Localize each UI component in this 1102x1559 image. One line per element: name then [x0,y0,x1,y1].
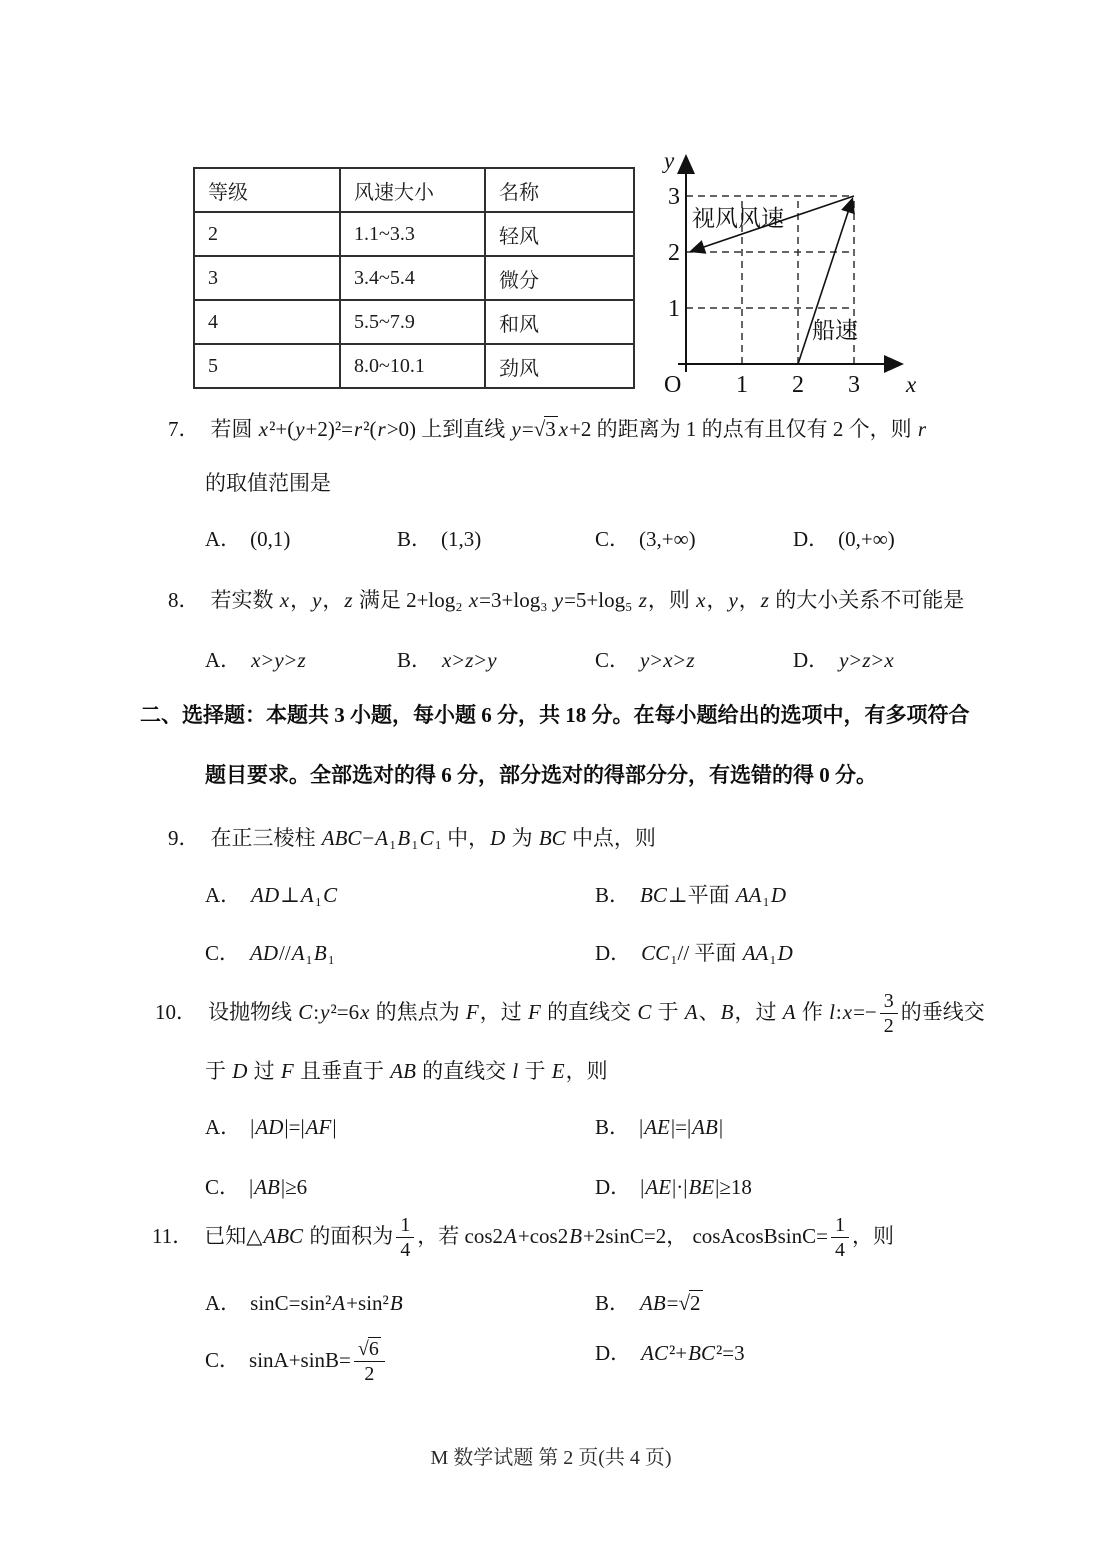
option-text: sinA+sinB= $\frac{√6}{2}$ [249,1348,388,1372]
option-text: (0,+∞) [838,527,895,551]
option-label: A． [205,527,242,551]
section-2-header-line-1 [140,700,970,730]
question-text: 的取值范围是 [205,471,331,495]
origin-label: O [664,372,682,398]
question-11-options-row-1 [205,1288,1035,1332]
option-text: |AE|=|AB| [639,1115,724,1139]
table-cell: 5.5~7.9 [340,300,485,344]
table-cell: 1.1~3.3 [340,212,485,256]
option-label: C． [595,527,631,551]
section-header-text: 题目要求。全部选对的得 6 分，部分选对的得部分分，有选错的得 0 分。 [205,763,877,787]
option-label: B． [397,648,433,672]
table-row [194,168,634,212]
option-text: y>x>z [640,648,695,672]
option-text: |AE|·|BE|≥18 [640,1175,752,1199]
option-text: AC²+BC²=3 [641,1341,745,1365]
option-text: BC⊥平面 AA₁D [640,883,787,907]
question-10-options-row-2 [205,1172,1035,1216]
question-9-options-row-2 [205,938,1035,982]
question-number: 9． [168,826,200,850]
option-label: A． [205,648,242,672]
option-text: x>y>z [251,648,306,672]
question-text: 若圆 x²+(y+2)²=r²(r>0) 上到直线 y=√3 x+2 的距离为 1 的点有且仅有 2 个，则 r [210,417,927,441]
option-label: A． [205,1291,242,1315]
question-number: 10． [155,999,197,1024]
section-header-text: 二、选择题：本题共 3 小题，每小题 6 分，共 18 分。在每小题给出的选项中，有多项符合 [140,703,970,727]
y-axis-label: y [664,148,675,173]
x-tick-3: 3 [848,372,860,398]
table-cell: 和风 [485,300,634,344]
option-label: D． [595,1341,632,1365]
question-text: 若实数 x，y，z 满足 2+log₂ x=3+log₃ y=5+log₅ z，则 x，y，z 的大小关系不可能是 [210,588,965,612]
x-tick-2: 2 [792,372,804,398]
table-cell: 3 [194,256,340,300]
table-row [194,300,634,344]
question-text: 已知△ABC 的面积为 $\frac{1}{4}$ ，若 cos2A+cos2B+2sinC=2， cosAcosBsinC= $\frac{1}{4}$ ，则 [204,1214,894,1262]
question-7-options [205,524,1035,568]
question-8-line-1 [168,585,998,615]
option-text: |AD|=|AF| [250,1115,337,1139]
table-row [194,212,634,256]
question-9-line-1 [168,823,998,853]
option-text: x>z>y [442,648,497,672]
table-row [194,256,634,300]
table-cell: 8.0~10.1 [340,344,485,388]
wind-vector-diagram [648,140,922,406]
table-cell: 3.4~5.4 [340,256,485,300]
option-label: D． [793,648,830,672]
option-text: CC₁// 平面 AA₁D [641,941,793,965]
question-number: 11． [152,1223,194,1248]
y-tick-2: 2 [668,240,680,266]
y-tick-1: 1 [668,296,680,322]
option-label: B． [595,883,631,907]
option-text: sinC=sin²A+sin²B [250,1291,403,1315]
option-b [595,880,787,910]
table-cell: 2 [194,212,340,256]
apparent-wind-label: 视风风速 [692,206,784,231]
option-c [595,524,696,554]
x-tick-1: 1 [736,372,748,398]
option-label: A． [205,1115,242,1139]
option-text: AD⊥A₁C [251,883,338,907]
table-header-cell: 等级 [194,168,340,212]
option-text: (0,1) [250,527,291,551]
option-c [595,645,696,675]
wind-speed-table [193,167,635,389]
question-10-line-2 [205,1056,1035,1086]
option-label: C． [205,1347,241,1372]
x-axis-label: x [906,372,917,397]
option-a [205,1112,337,1142]
option-label: D． [793,527,830,551]
table-cell: 5 [194,344,340,388]
option-d [793,524,895,554]
option-d [595,938,794,968]
ship-speed-label: 船速 [812,318,858,343]
option-d [595,1172,752,1202]
option-text: AD//A₁B₁ [250,941,335,965]
table-header-cell: 名称 [485,168,634,212]
y-tick-3: 3 [668,184,680,210]
table-cell: 轻风 [485,212,634,256]
option-label: C． [205,941,241,965]
table-cell: 劲风 [485,344,634,388]
option-label: C． [205,1175,241,1199]
table-cell: 微分 [485,256,634,300]
option-text: AB=√2 [640,1291,701,1315]
question-9-options-row-1 [205,880,1035,924]
option-text: y>z>x [839,648,894,672]
option-c [205,1338,388,1386]
question-10-line-1 [155,990,985,1038]
option-label: D． [595,941,632,965]
option-label: B． [595,1115,631,1139]
option-text: |AB|≥6 [249,1175,308,1199]
question-text: 于 D 过 F 且垂直于 AB 的直线交 l 于 E，则 [205,1059,608,1083]
option-a [205,1288,404,1318]
option-label: D． [595,1175,632,1199]
option-b [397,645,498,675]
question-8-options [205,645,1035,689]
table-cell: 4 [194,300,340,344]
option-d [793,645,895,675]
option-text: (3,+∞) [639,527,696,551]
option-a [205,524,290,554]
page-footer: M 数学试题 第 2 页(共 4 页) [430,1447,672,1469]
question-text: 在正三棱柱 ABC−A₁B₁C₁ 中，D 为 BC 中点，则 [210,826,656,850]
option-a [205,645,307,675]
question-11-options-row-2 [205,1338,1035,1386]
section-2-header-line-2 [205,760,1035,790]
question-10-options-row-1 [205,1112,1035,1156]
option-c [205,1172,307,1202]
question-number: 7． [168,417,200,441]
table-header-cell: 风速大小 [340,168,485,212]
option-label: B． [397,527,433,551]
option-label: A． [205,883,242,907]
question-11-line-1 [152,1214,982,1262]
option-b [595,1112,723,1142]
option-a [205,880,338,910]
question-text: 设抛物线 C:y²=6x 的焦点为 F，过 F 的直线交 C 于 A、B，过 A 作 l:x=− $\frac{3}{2}$ 的垂线交 [208,990,985,1038]
option-b [397,524,481,554]
option-text: (1,3) [441,527,482,551]
table-row [194,344,634,388]
option-label: B． [595,1291,631,1315]
option-c [205,938,335,968]
option-d [595,1338,745,1368]
question-7-line-2 [205,468,1035,498]
question-number: 8． [168,588,200,612]
question-7-line-1 [168,414,998,444]
option-label: C． [595,648,631,672]
option-b [595,1288,703,1318]
